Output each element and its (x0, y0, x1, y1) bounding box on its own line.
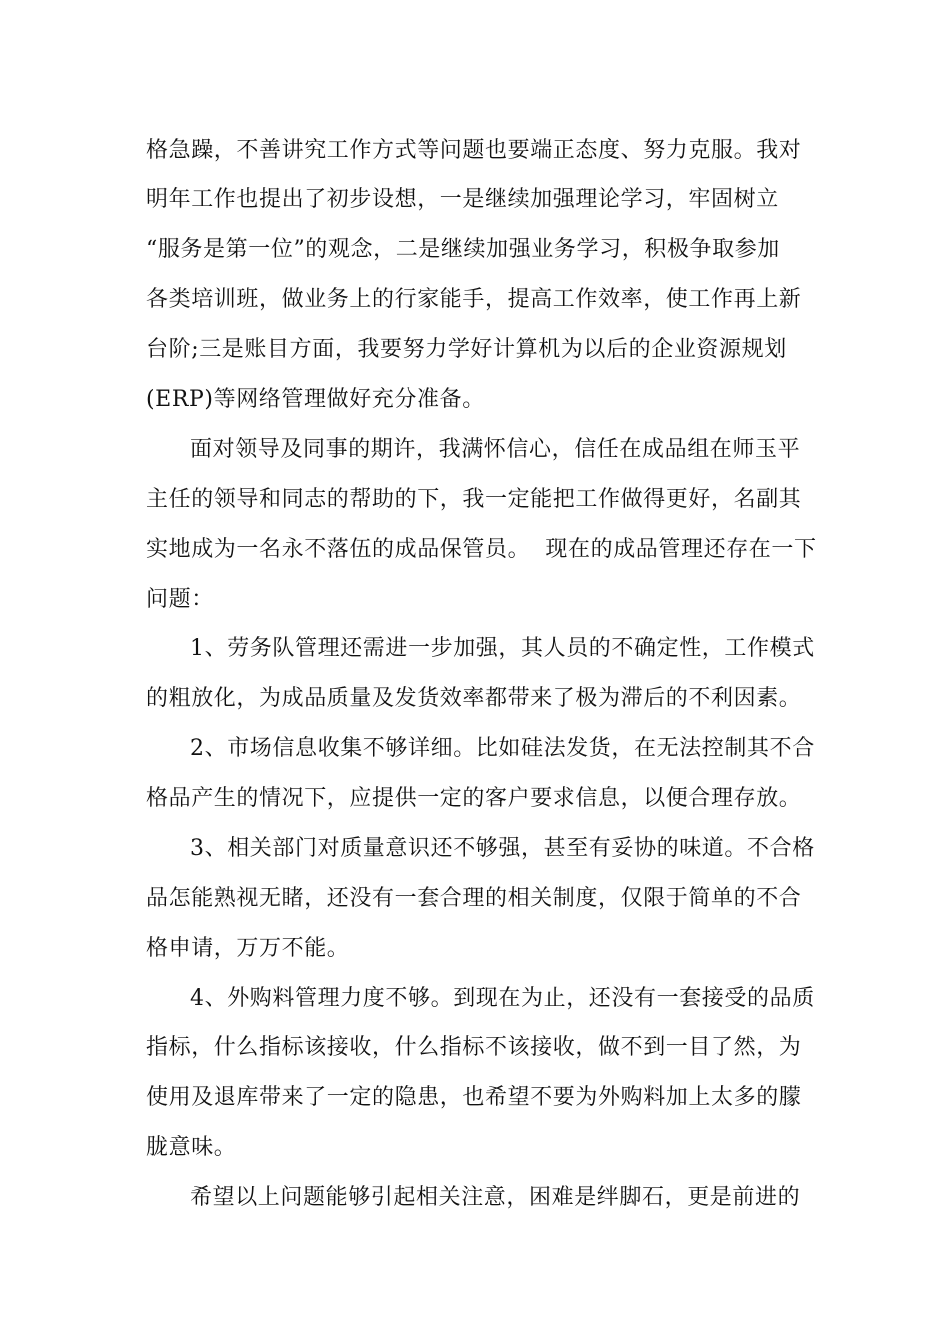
paragraph-first-line: 面对领导及同事的期许，我满怀信心，信任在成品组在师玉平 (190, 437, 801, 462)
text-line: 品怎能熟视无睹，还没有一套合理的相关制度，仅限于简单的不合 (146, 886, 802, 911)
text-line: “服务是第一位”的观念，二是继续加强业务学习，积极争取参加 (146, 237, 780, 262)
paragraph-first-line: 希望以上问题能够引起相关注意，困难是绊脚石，更是前进的 (190, 1185, 801, 1210)
text-line: 格急躁，不善讲究工作方式等问题也要端正态度、努力克服。我对 (146, 138, 802, 163)
text-line: 主任的领导和同志的帮助的下，我一定能把工作做得更好，名副其 (146, 487, 802, 512)
text-line: 胧意味。 (146, 1135, 237, 1160)
text-line: 格申请，万万不能。 (146, 936, 350, 961)
list-item-1: 1、劳务队管理还需进一步加强，其人员的不确定性，工作模式 (190, 636, 815, 661)
text-line: (ERP)等网络管理做好充分准备。 (146, 387, 485, 412)
text-line: 台阶;三是账目方面，我要努力学好计算机为以后的企业资源规划 (146, 337, 787, 362)
list-item-2: 2、市场信息收集不够详细。比如硅法发货，在无法控制其不合 (190, 736, 815, 761)
text-line: 指标，什么指标该接收，什么指标不该接收，做不到一目了然，为 (146, 1035, 802, 1060)
text-line: 问题： (146, 587, 214, 612)
list-item-4: 4、外购料管理力度不够。到现在为止，还没有一套接受的品质 (190, 986, 815, 1011)
text-line: 实地成为一名永不落伍的成品保管员。 现在的成品管理还存在一下 (146, 537, 817, 562)
text-line: 各类培训班，做业务上的行家能手，提高工作效率，使工作再上新 (146, 287, 802, 312)
list-item-3: 3、相关部门对质量意识还不够强，甚至有妥协的味道。不合格 (190, 836, 815, 861)
text-line: 的粗放化，为成品质量及发货效率都带来了极为滞后的不利因素。 (146, 686, 802, 711)
text-line: 使用及退库带来了一定的隐患，也希望不要为外购料加上太多的朦 (146, 1085, 802, 1110)
text-line: 明年工作也提出了初步设想，一是继续加强理论学习，牢固树立 (146, 187, 779, 212)
text-line: 格品产生的情况下，应提供一定的客户要求信息，以便合理存放。 (146, 786, 802, 811)
